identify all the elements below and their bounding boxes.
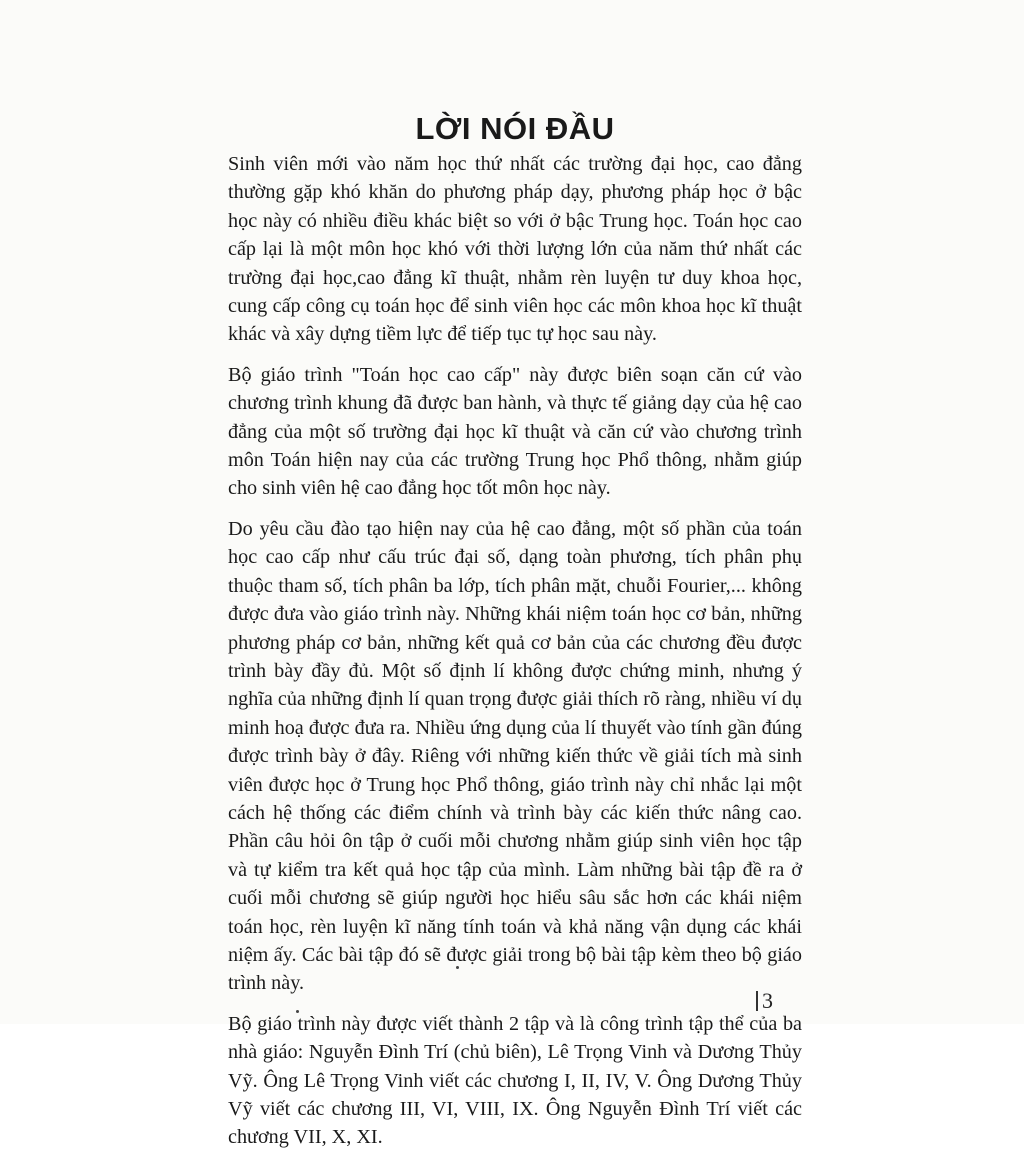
paragraph-2: Bộ giáo trình "Toán học cao cấp" này được biên soạn căn cứ vào chương trình khung đã được ban hành, và thực tế giảng dạy của hệ cao đẳng của một số trường đại học kĩ thuật và căn cứ vào chương trình môn Toán hiện nay của các trường Trung học Phổ thông, nhằm giúp cho sinh viên hệ cao đẳng học tốt môn học này. — [228, 363, 802, 500]
ink-speck — [296, 1010, 299, 1013]
paragraph-4: Bộ giáo trình này được viết thành 2 tập và là công trình tập thể của ba nhà giáo: Nguyễn Đình Trí (chủ biên), Lê Trọng Vinh và Dương Thủy Vỹ. Ông Lê Trọng Vinh viết các chương I, II, IV, V. Ông Dương Thủy Vỹ viết các chương III, VI, VIII, IX. Ông Nguyễn Đình Trí viết các chương VII, X, XI. — [228, 1012, 802, 1149]
paragraph-3: Do yêu cầu đào tạo hiện nay của hệ cao đẳng, một số phần của toán học cao cấp như cấu trúc đại số, dạng toàn phương, tích phân phụ thuộc tham số, tích phân ba lớp, tích phân mặt, chuỗi Fourier,... không được đưa vào giáo trình này. Những khái niệm toán học cơ bản, những phương pháp cơ bản, những kết quả cơ bản của các chương đều được trình bày đầy đủ. Một số định lí không được chứng minh, nhưng ý nghĩa của những định lí quan trọng được giải thích rõ ràng, nhiều ví dụ minh hoạ được đưa ra. Nhiều ứng dụng của lí thuyết vào tính gần đúng được trình bày ở đây. Riêng với những kiến thức về giải tích mà sinh viên được học ở Trung học Phổ thông, giáo trình này chỉ nhắc lại một cách hệ thống các điểm chính và trình bày các kiến thức nâng cao. Phần câu hỏi ôn tập ở cuối mỗi chương nhằm giúp sinh viên học tập và tự kiểm tra kết quả học tập của mình. Làm những bài tập đề ra ở cuối mỗi chương sẽ giúp người học hiểu sâu sắc hơn các khái niệm toán học, rèn luyện kĩ năng tính toán và khả năng vận dụng các khái niệm ấy. Các bài tập đó sẽ được giải trong bộ bài tập kèm theo bộ giáo trình này. — [228, 517, 802, 995]
ink-speck — [456, 966, 459, 969]
paragraph-1: Sinh viên mới vào năm học thứ nhất các trường đại học, cao đẳng thường gặp khó khăn do phương pháp dạy, phương pháp học ở bậc học này có nhiều điều khác biệt so với ở bậc Trung học. Toán học cao cấp lại là một môn học khó với thời lượng lớn của năm thứ nhất các trường đại học,cao đẳng kĩ thuật, nhằm rèn luyện tư duy khoa học, cung cấp công cụ toán học để sinh viên học các môn khoa học kĩ thuật khác và xây dựng tiềm lực để tiếp tục tự học sau này. — [228, 153, 802, 346]
page-content — [228, 100, 802, 1164]
page-number: 3 — [762, 988, 773, 1013]
page-title: LỜI NÓI ĐẦU — [415, 111, 615, 146]
